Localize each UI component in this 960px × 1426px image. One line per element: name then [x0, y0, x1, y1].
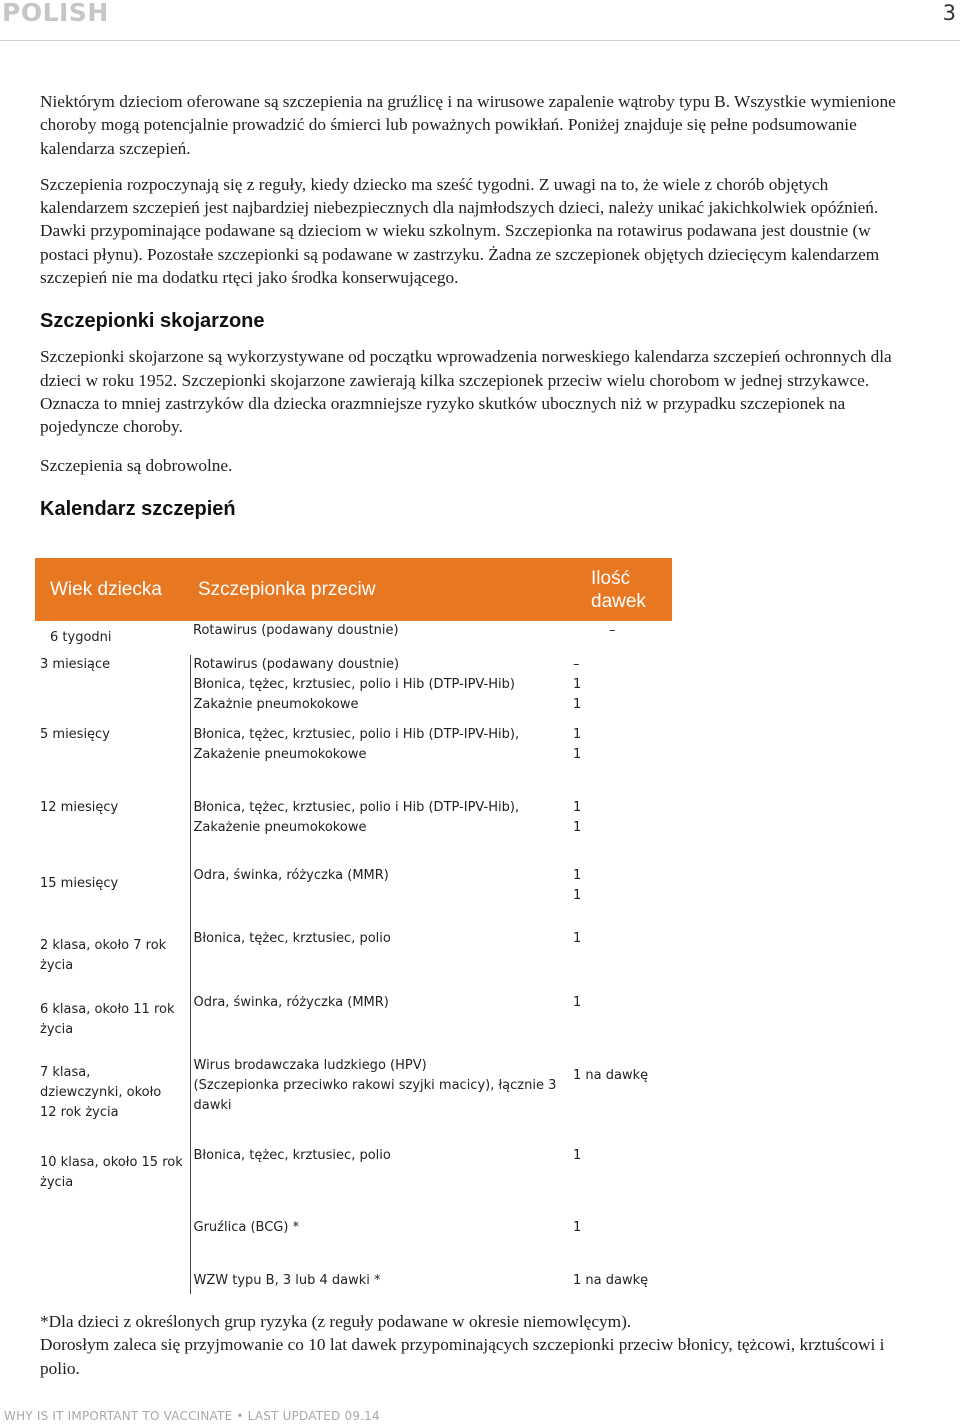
vaccine-cell: Błonica, tężec, krztusiec, polio i Hib (DTP-IPV-Hib), Zakażenie pneumokokowe — [190, 725, 565, 798]
column-header-age: Wiek dziecka — [35, 558, 190, 621]
doses-header-line-2: dawek — [591, 590, 646, 612]
table-header-row — [35, 558, 672, 621]
section-title: POLISH — [2, 0, 109, 27]
doses-cell: 1 1 — [573, 868, 582, 903]
header-divider — [0, 40, 960, 41]
doses-cell: – 1 1 — [573, 657, 582, 712]
table-row — [35, 1218, 672, 1271]
age-cell — [35, 1218, 190, 1271]
page-number: 3 — [942, 1, 956, 25]
doses-cell: 1 — [573, 1220, 582, 1235]
age-cell: 6 klasa, około 11 rok życia — [40, 1002, 175, 1037]
table-row — [35, 866, 672, 929]
table-row — [35, 725, 672, 798]
vaccine-cell: Odra, świnka, różyczka (MMR) — [190, 866, 565, 929]
doses-cell: 1 na dawkę — [573, 1068, 649, 1083]
doses-cell: 1 — [573, 995, 582, 1010]
footnote-adults: Dorosłym zaleca się przyjmowanie co 10 lat dawek przypominających szczepionki przeciw błonicy, tężcowi, krztuścowi i polio. — [40, 1335, 885, 1378]
table-row — [35, 1056, 672, 1146]
table-row — [35, 993, 672, 1056]
vaccine-cell: Rotawirus (podawany doustnie) — [193, 623, 399, 638]
column-header-doses — [565, 558, 672, 621]
doses-cell: – — [609, 623, 616, 638]
vaccine-cell: Gruźlica (BCG) * — [190, 1218, 565, 1271]
main-content — [40, 90, 920, 533]
footnotes — [40, 1310, 920, 1380]
column-header-vaccine: Szczepionka przeciw — [190, 558, 565, 621]
doses-cell: 1 na dawkę — [573, 1273, 649, 1288]
vaccination-schedule-table — [35, 558, 672, 1294]
vaccine-cell: WZW typu B, 3 lub 4 dawki * — [190, 1271, 565, 1294]
vaccine-cell: Błonica, tężec, krztusiec, polio — [190, 1146, 565, 1218]
table-row — [35, 655, 672, 725]
age-cell — [35, 1271, 190, 1294]
age-cell: 12 miesięcy — [40, 800, 119, 815]
age-cell: 5 miesięcy — [40, 727, 110, 742]
table-row — [35, 1146, 672, 1218]
table-row — [35, 621, 672, 655]
table-row — [35, 1271, 672, 1294]
doses-header-line-1: Ilość — [591, 567, 631, 589]
footnote-risk-groups: *Dla dzieci z określonych grup ryzyka (z reguły podawane w okresie niemowlęcym). — [40, 1312, 632, 1331]
doses-cell: 1 — [573, 931, 582, 946]
doses-cell: 1 1 — [573, 727, 582, 762]
intro-paragraph-1: Niektórym dzieciom oferowane są szczepienia na gruźlicę i na wirusowe zapalenie wątroby typu B. Wszystkie wymienione choroby mogą potencjalnie prowadzić do śmierci lub poważnych powikłań. Poniżej znajduje się pełne podsumowanie kalendarza szczepień. — [40, 92, 896, 158]
age-cell: 2 klasa, około 7 rok życia — [40, 938, 167, 973]
age-cell: 3 miesiące — [40, 657, 111, 672]
schedule-heading: Kalendarz szczepień — [40, 497, 236, 520]
table-row — [35, 929, 672, 993]
page-header — [0, 0, 960, 40]
page-footer: WHY IS IT IMPORTANT TO VACCINATE • LAST UPDATED 09.14 — [4, 1409, 380, 1423]
vaccine-cell: Rotawirus (podawany doustnie) Błonica, tężec, krztusiec, polio i Hib (DTP-IPV-Hib) Zakażnie pneumokokowe — [190, 655, 565, 725]
age-cell: 15 miesięcy — [40, 876, 119, 891]
combined-vaccines-paragraph: Szczepionki skojarzone są wykorzystywane od początku wprowadzenia norweskiego kalendarza szczepień ochronnych dla dzieci w roku 1952. Szczepionki skojarzone zawierają kilka szczepionek przeciw wielu chorobom w jednej strzykawce. Oznacza to mniej zastrzyków dla dziecka orazmniejsze ryzyko skutków ubocznych niż w przypadku szczepionek na pojedyncze choroby. — [40, 347, 892, 437]
age-cell: 7 klasa, dziewczynki, około 12 rok życia — [40, 1065, 162, 1120]
combined-vaccines-heading: Szczepionki skojarzone — [40, 310, 265, 333]
doses-cell: 1 — [573, 1148, 582, 1163]
vaccine-cell: Błonica, tężec, krztusiec, polio i Hib (DTP-IPV-Hib), Zakażenie pneumokokowe — [190, 798, 565, 866]
vaccine-cell: Odra, świnka, różyczka (MMR) — [190, 993, 565, 1056]
doses-cell: 1 1 — [573, 800, 582, 835]
vaccine-cell: Wirus brodawczaka ludzkiego (HPV) (Szczepionka przeciwko rakowi szyjki macicy), łącznie 3 dawki — [190, 1056, 565, 1146]
table-row — [35, 798, 672, 866]
voluntary-note: Szczepienia są dobrowolne. — [40, 455, 233, 475]
age-cell: 10 klasa, około 15 rok życia — [40, 1155, 183, 1190]
intro-paragraph-2: Szczepienia rozpoczynają się z reguły, kiedy dziecko ma sześć tygodni. Z uwagi na to, że wiele z chorób objętych kalendarzem szczepień jest najbardziej niebezpiecznych dla najmłodszych dzieci, należy unikać jakichkolwiek opóźnień. Dawki przypominające podawane są dzieciom w wieku szkolnym. Szczepionka na rotawirus podawana jest doustnie (w postaci płynu). Pozostałe szczepionki są podawane w zastrzyku. Żadna ze szczepionek objętych dziecięcym kalendarzem szczepień nie ma dodatku rtęci jako środka konserwującego. — [40, 174, 880, 288]
age-cell: 6 tygodni — [50, 630, 112, 645]
vaccine-cell: Błonica, tężec, krztusiec, polio — [190, 929, 565, 993]
